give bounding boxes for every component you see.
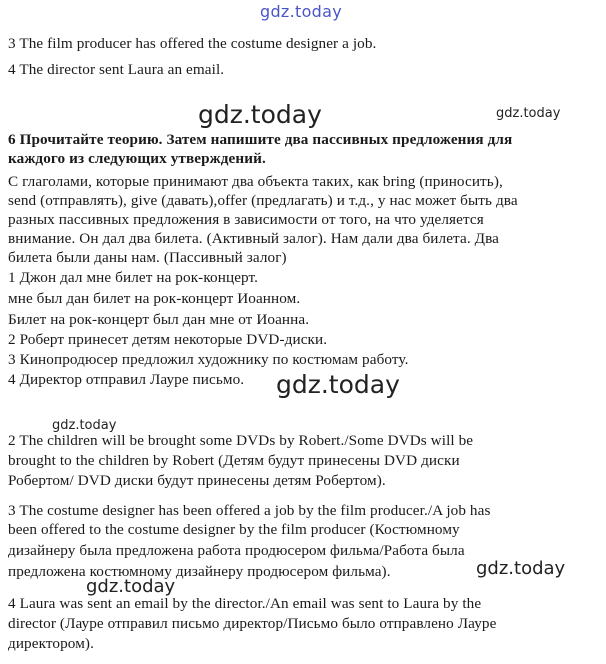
answer-line: been offered to the costume designer by the film producer (Костюмному <box>8 521 460 538</box>
answer-line: директором). <box>8 635 94 652</box>
task-item: 3 Кинопродюсер предложил художнику по костюмам работу. <box>8 351 409 368</box>
answer-line: brought to the children by Robert (Детям будут принесены DVD диски <box>8 452 460 469</box>
answer-line: предложена костюмному дизайнеру продюсером фильма). <box>8 563 391 580</box>
task-item: Билет на рок-концерт был дан мне от Иоанна. <box>8 311 310 328</box>
answer-line: 3 The costume designer has been offered a job by the film producer./A job has <box>8 502 491 519</box>
theory-line: разных пассивных предложения в зависимости от того, на что уделяется <box>8 211 484 228</box>
watermark: gdz.today <box>52 418 117 433</box>
watermark: gdz.today <box>198 100 322 129</box>
theory-line: send (отправлять), give (давать),offer (предлагать) и т.д., у нас может быть два <box>8 192 518 209</box>
theory-line: билета были даны нам. (Пассивный залог) <box>8 249 287 266</box>
task-heading: 6 Прочитайте теорию. Затем напишите два пассивных предложения для <box>8 131 513 148</box>
watermark-top: gdz.today <box>260 2 342 21</box>
answer-line: director (Лауре отправил письмо директор/Письмо было отправлено Лауре <box>8 615 497 632</box>
task-item: 1 Джон дал мне билет на рок-концерт. <box>8 269 259 286</box>
task-item: 2 Роберт принесет детям некоторые DVD-диски. <box>8 331 328 348</box>
watermark: gdz.today <box>86 576 176 597</box>
task-heading: каждого из следующих утверждений. <box>8 150 266 167</box>
task-item: мне был дан билет на рок-концерт Иоанном. <box>8 290 301 307</box>
intro-line: 4 The director sent Laura an email. <box>8 61 225 78</box>
answer-line: Робертом/ DVD диски будут принесены детям Робертом). <box>8 472 386 489</box>
watermark: gdz.today <box>276 370 400 399</box>
task-item: 4 Директор отправил Лауре письмо. <box>8 371 245 388</box>
answer-line: 2 The children will be brought some DVDs by Robert./Some DVDs will be <box>8 432 474 449</box>
watermark: gdz.today <box>496 106 561 121</box>
intro-line: 3 The film producer has offered the costume designer a job. <box>8 35 377 52</box>
answer-line: дизайнеру была предложена работа продюсером фильма/Работа была <box>8 542 465 559</box>
theory-line: внимание. Он дал два билета. (Активный залог). Нам дали два билета. Два <box>8 230 499 247</box>
theory-line: С глаголами, которые принимают два объекта таких, как bring (приносить), <box>8 173 503 190</box>
watermark: gdz.today <box>476 558 566 579</box>
answer-line: 4 Laura was sent an email by the director./An email was sent to Laura by the <box>8 595 482 612</box>
